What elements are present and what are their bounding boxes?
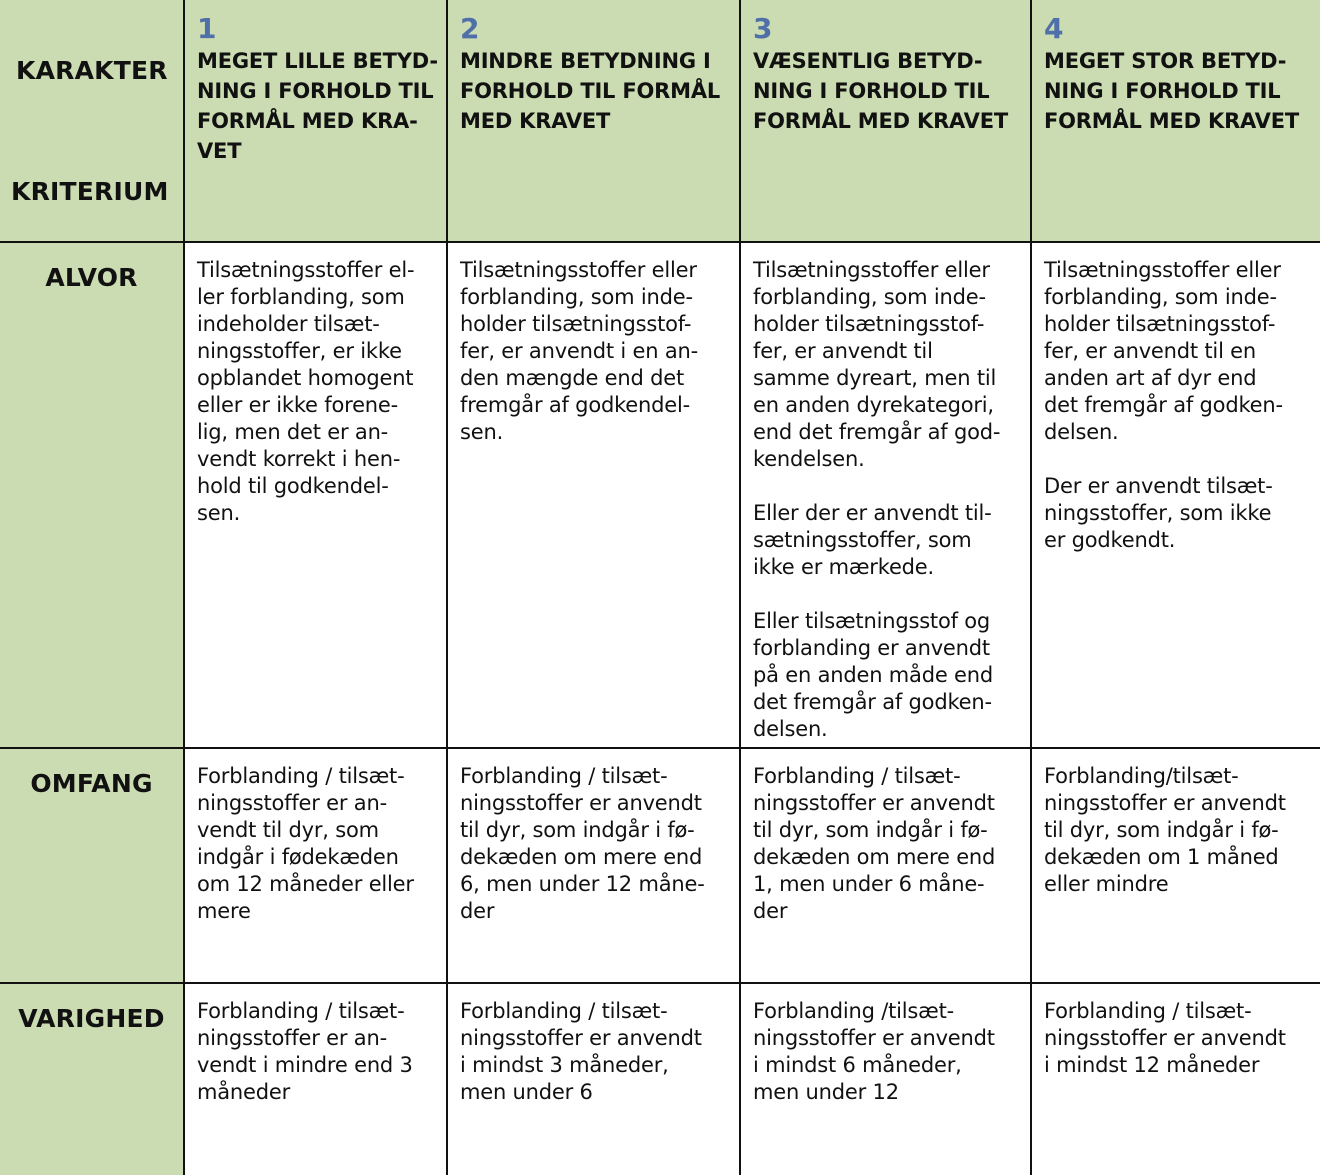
column-label: MINDRE BETYDNING I FORHOLD TIL FORMÅL MED KRAVET bbox=[460, 49, 721, 133]
column-label: MEGET STOR BETYD- NING I FORHOLD TIL FORMÅL MED KRAVET bbox=[1044, 49, 1299, 133]
column-number: 2 bbox=[460, 12, 480, 45]
table-cell bbox=[741, 984, 1032, 1175]
column-number: 4 bbox=[1044, 12, 1064, 45]
cell-paragraph: Eller der er anvendt til- sætningsstoffer, som ikke er mærkede. bbox=[753, 501, 992, 579]
column-number: 3 bbox=[753, 12, 773, 45]
cell-paragraph: Forblanding / tilsæt- ningsstoffer er anvendt i mindst 3 måneder, men under 6 bbox=[460, 999, 702, 1104]
cell-paragraph: Eller tilsætningsstof og forblanding er anvendt på en anden måde end det fremgår af godken- delsen. bbox=[753, 609, 994, 741]
cell-paragraph: Tilsætningsstoffer eller forblanding, som inde- holder tilsætningsstof- fer, er anvendt i en an- den mængde end det fremgår af godkendel- sen. bbox=[460, 258, 698, 444]
table-cell bbox=[741, 243, 1032, 749]
header-column-4 bbox=[1032, 0, 1320, 243]
table-cell bbox=[185, 749, 448, 984]
table-cell bbox=[185, 984, 448, 1175]
column-number: 1 bbox=[197, 12, 217, 45]
row-label-varighed: VARIGHED bbox=[0, 984, 185, 1175]
cell-paragraph: Forblanding / tilsæt- ningsstoffer er anvendt til dyr, som indgår i fø- dekæden om mere end 6, men under 12 måne- der bbox=[460, 764, 705, 923]
cell-paragraph: Tilsætningsstoffer eller forblanding, som inde- holder tilsætningsstof- fer, er anvendt til samme dyreart, men til en anden dyrekategori, end det fremgår af god- kendelsen. bbox=[753, 258, 1001, 471]
header-kriterium-label: KRITERIUM bbox=[11, 177, 169, 206]
cell-paragraph: Forblanding/tilsæt- ningsstoffer er anvendt til dyr, som indgår i fø- dekæden om 1 måned eller mindre bbox=[1044, 764, 1286, 896]
header-column-3 bbox=[741, 0, 1032, 243]
cell-paragraph: Forblanding / tilsæt- ningsstoffer er an- vendt til dyr, som indgår i fødekæden om 12 måneder eller mere bbox=[197, 764, 414, 923]
row-label-alvor: ALVOR bbox=[0, 243, 185, 749]
column-label: VÆSENTLIG BETYD- NING I FORHOLD TIL FORMÅL MED KRAVET bbox=[753, 49, 1008, 133]
cell-paragraph: Forblanding / tilsæt- ningsstoffer er anvendt i mindst 12 måneder bbox=[1044, 999, 1286, 1077]
table-cell bbox=[448, 243, 741, 749]
cell-paragraph: Forblanding / tilsæt- ningsstoffer er an- vendt i mindre end 3 måneder bbox=[197, 999, 413, 1104]
header-column-2 bbox=[448, 0, 741, 243]
cell-paragraph: Forblanding /tilsæt- ningsstoffer er anvendt i mindst 6 måneder, men under 12 bbox=[753, 999, 995, 1104]
table-cell bbox=[1032, 984, 1320, 1175]
cell-paragraph: Der er anvendt tilsæt- ningsstoffer, som ikke er godkendt. bbox=[1044, 474, 1273, 552]
row-label-omfang: OMFANG bbox=[0, 749, 185, 984]
cell-paragraph: Tilsætningsstoffer el- ler forblanding, som indeholder tilsæt- ningsstoffer, er ikke opblandet homogent eller er ikke forene- lig, men det er an- vendt korrekt i hen- hold til godkendel- sen. bbox=[197, 258, 415, 525]
cell-paragraph: Tilsætningsstoffer eller forblanding, som inde- holder tilsætningsstof- fer, er anvendt til en anden art af dyr end det fremgår af godken- delsen. bbox=[1044, 258, 1283, 444]
cell-paragraph: Forblanding / tilsæt- ningsstoffer er anvendt til dyr, som indgår i fø- dekæden om mere end 1, men under 6 måne- der bbox=[753, 764, 996, 923]
table-cell bbox=[448, 749, 741, 984]
table-cell bbox=[448, 984, 741, 1175]
header-corner-cell bbox=[0, 0, 185, 243]
column-label: MEGET LILLE BETYD- NING I FORHOLD TIL FORMÅL MED KRA- VET bbox=[197, 49, 438, 163]
table-cell bbox=[185, 243, 448, 749]
table-cell bbox=[1032, 243, 1320, 749]
header-column-1 bbox=[185, 0, 448, 243]
table-cell bbox=[741, 749, 1032, 984]
header-karakter-label: KARAKTER bbox=[16, 56, 168, 85]
table-cell bbox=[1032, 749, 1320, 984]
